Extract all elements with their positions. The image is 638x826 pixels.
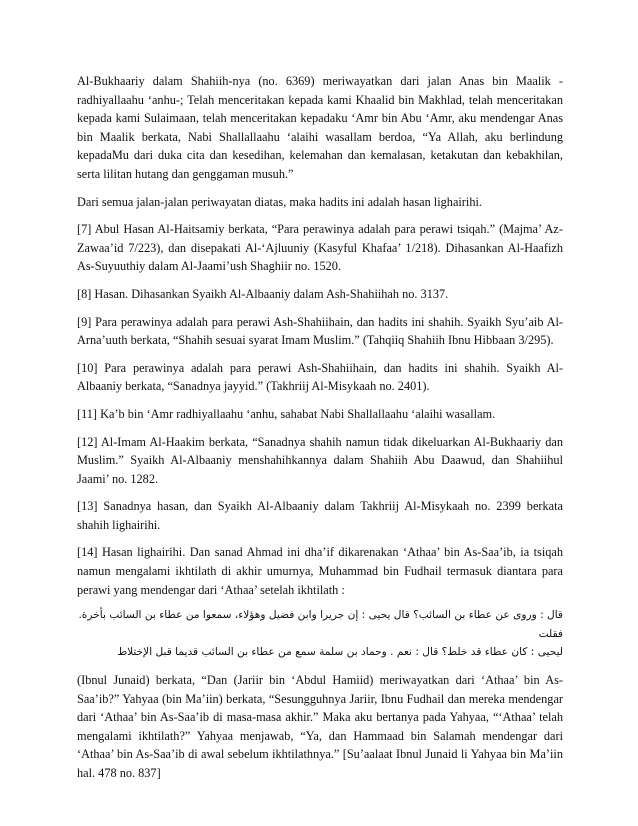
paragraph-translation: (Ibnul Junaid) berkata, “Dan (Jariir bin ‘Abdul Hamiid) meriwayatkan dari ‘Athaa’ bin As-Saa’ib?” Yahyaa (bin Ma’iin) berkata, “Sesungguhnya Jariir, Ibnu Fudhail dan mereka mendengar dari ‘Athaa’ bin As-Saa’ib di masa-masa akhir.” Maka aku bertanya pada Yahyaa, “‘Athaa’ telah mengalami ikhtilath?” Yahyaa menjawab, “Ya, dan Hammaad bin Salamah mendengar dari ‘Athaa’ bin As-Saa’ib di awal sebelum ikhtilathnya.” [Su’aalaat Ibnul Junaid li Yahyaa bin Ma’iin hal. 478 no. 837] [77, 673, 563, 780]
footnote-11: [11] Ka’b bin ‘Amr radhiyallaahu ‘anhu, sahabat Nabi Shallallaahu ‘alaihi wasallam. [77, 406, 496, 421]
footnote-12: [12] Al-Imam Al-Haakim berkata, “Sanadnya shahih namun tidak dikeluarkan Al-Bukhaariy dan Muslim.” Syaikh Al-Albaaniy menshahihkannya dalam Shahiih Abu Daawud, dan Shahiihul Jaami’ no. 1282. [77, 434, 563, 486]
footnote-7: [7] Abul Hasan Al-Haitsamiy berkata, “Para perawinya adalah para perawi tsiqah.” (Majma’ Az-Zawaa’id 7/223), dan disepakati Al-‘Ajluuniy (Kasyful Khafaa’ 1/218). Dihasankan Al-Haafizh As-Suyuuthiy dalam Al-Jaami’ush Shaghiir no. 1520. [77, 222, 563, 274]
paragraph-hadith-bukhari: Al-Bukhaariy dalam Shahiih-nya (no. 6369) meriwayatkan dari jalan Anas bin Maalik -radhiyallaahu ‘anhu-; Telah menceritakan kepada kami Khaalid bin Makhlad, telah menceritakan kepada kami Sulaimaan, telah menceritakan kepadaku ‘Amr bin Abu ‘Amr, aku mendengar Anas bin Maalik berkata, Nabi Shallallaahu ‘alaihi wasallam berdoa, “Ya Allah, aku berlindung kepadaMu dari duka cita dan kesedihan, kelemahan dan kemalasan, ketakutan dan kebakhilan, serta lilitan hutang dan genggaman musuh.” [77, 74, 563, 181]
paragraph-conclusion: Dari semua jalan-jalan periwayatan diatas, maka hadits ini adalah hasan lighairihi. [77, 194, 482, 209]
footnote-10: [10] Para perawinya adalah para perawi Ash-Shahiihain, dan hadits ini shahih. Syaikh Al-Albaaniy berkata, “Sanadnya jayyid.” (Takhriij Al-Misykaah no. 2401). [77, 360, 563, 394]
footnote-13: [13] Sanadnya hasan, dan Syaikh Al-Albaaniy dalam Takhriij Al-Misykaah no. 2399 berkata shahih lighairihi. [77, 499, 563, 532]
arabic-quote [77, 606, 563, 662]
footnote-8: [8] Hasan. Dihasankan Syaikh Al-Albaaniy dalam Ash-Shahiihah no. 3137. [77, 286, 449, 301]
document-body [77, 72, 563, 792]
footnote-14: [14] Hasan lighairihi. Dan sanad Ahmad ini dha’if dikarenakan ‘Athaa’ bin As-Saa’ib, ia tsiqah namun mengalami ikhtilath di akhir umurnya, Muhammad bin Fudhail termasuk diantara para perawi yang mendengar dari ‘Athaa’ setelah ikhtilath : [77, 545, 563, 597]
arabic-quote-line: قال : وروى عن عطاء بن السائب؟ قال يحيى : إن جريرا وابن فضيل وهؤلاء، سمعوا من عطاء بن السائب بأخرة. فقلت [78, 609, 563, 640]
footnote-9: [9] Para perawinya adalah para perawi Ash-Shahiihain, dan hadits ini shahih. Syaikh Syu’aib Al-Arna’uuth berkata, “Shahih sesuai syarat Imam Muslim.” (Tahqiiq Shahiih Ibnu Hibbaan 3/295). [77, 314, 563, 348]
arabic-quote-line: ليحيى : كان عطاء قد خلط؟ قال : نعم . وحماد بن سلمة سمع من عطاء بن السائب قديما قبل الإختلاط [117, 646, 563, 659]
